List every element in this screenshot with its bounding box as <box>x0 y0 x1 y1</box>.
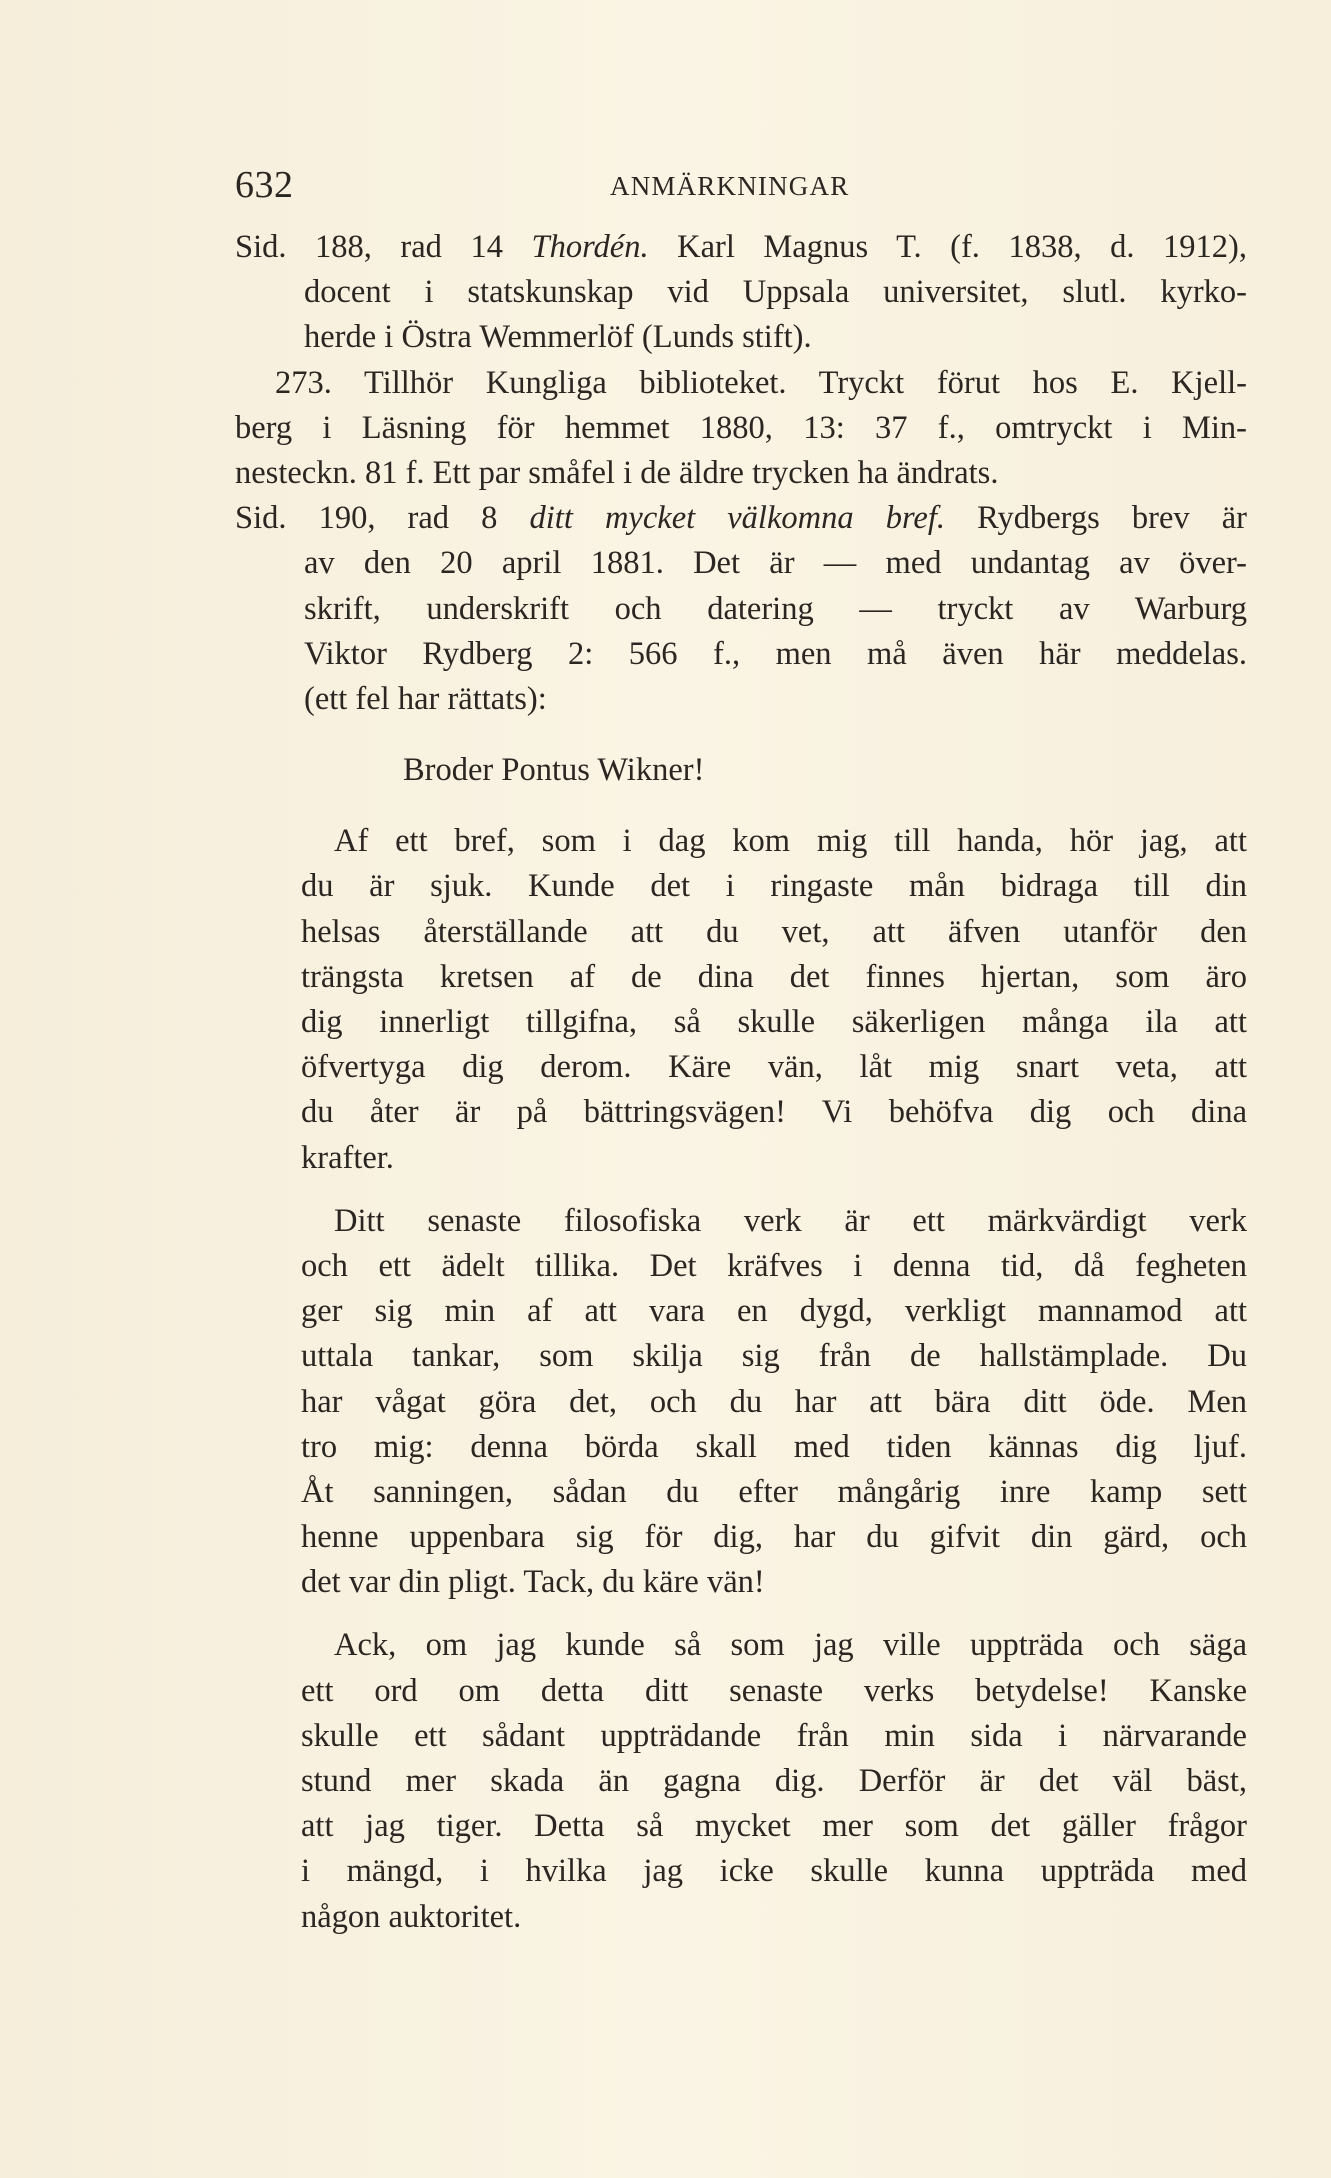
letter-line: Af ett bref, som i dag kom mig till handa, hör jag, att <box>334 823 1247 860</box>
note-line <box>235 496 1247 541</box>
letter-line: Ditt senaste filosofiska verk är ett märkvärdigt verk <box>334 1202 1247 1239</box>
spacer <box>235 1605 1247 1623</box>
page-header <box>235 163 1247 207</box>
letter-line: Ack, om jag kunde så som jag ville uppträda och säga <box>334 1627 1247 1664</box>
letter-greeting: Broder Pontus Wikner! <box>403 752 705 789</box>
spacer <box>235 1181 1247 1199</box>
letter-line: ger sig min af att vara en dygd, verkligt mannamod att <box>301 1293 1247 1330</box>
letter-line: stund mer skada än gagna dig. Derför är det väl bäst, <box>301 1763 1247 1799</box>
letter-line: att jag tiger. Detta så mycket mer som det gäller frågor <box>301 1808 1247 1845</box>
note-line: berg i Läsning för hemmet 1880, 13: 37 f., omtryckt i Min- <box>235 409 1247 446</box>
letter-line: du är sjuk. Kunde det i ringaste mån bidraga till din <box>301 868 1247 905</box>
note-line: docent i statskunskap vid Uppsala universitet, slutl. kyrko- <box>304 274 1247 311</box>
note-line <box>235 225 1247 270</box>
letter-line: skulle ett sådant uppträdande från min sida i närvarande <box>301 1717 1247 1754</box>
page-body <box>235 225 1247 1940</box>
letter-line: i mängd, i hvilka jag icke skulle kunna uppträda med <box>301 1853 1247 1890</box>
running-head: ANMÄRKNINGAR <box>610 171 850 201</box>
letter-line: dig innerligt tillgifna, så skulle säkerligen många ila att <box>301 1004 1247 1040</box>
note-line: Viktor Rydberg 2: 566 f., men må även här meddelas. <box>304 635 1247 672</box>
letter-line: krafter. <box>301 1139 394 1176</box>
note-lemma: ditt mycket välkomna bref. <box>529 500 945 537</box>
note-line: skrift, underskrift och datering — tryckt av Warburg <box>304 590 1247 627</box>
note-line: av den 20 april 1881. Det är — med undantag av över- <box>304 545 1247 582</box>
quoted-letter <box>235 748 1247 1940</box>
letter-line: uttala tankar, som skilja sig från de hallstämplade. Du <box>301 1338 1247 1375</box>
note-line: herde i Östra Wemmerlöf (Lunds stift). <box>304 319 812 356</box>
letter-paragraph-2 <box>235 1199 1247 1606</box>
spacer <box>235 793 1247 819</box>
note-lemma: Thordén. <box>531 229 649 265</box>
letter-line: öfvertyga dig derom. Käre vän, låt mig snart veta, att <box>301 1049 1247 1086</box>
letter-line: ett ord om detta ditt senaste verks betydelse! Kanske <box>301 1672 1247 1709</box>
note-line: nesteckn. 81 f. Ett par småfel i de äldre trycken ha ändrats. <box>235 454 999 491</box>
letter-line: det var din pligt. Tack, du käre vän! <box>301 1564 765 1601</box>
note-sid-190 <box>235 496 1247 722</box>
note-line: 273. Tillhör Kungliga biblioteket. Tryckt förut hos E. Kjell- <box>275 364 1247 401</box>
note-line: (ett fel har rättats): <box>304 680 547 717</box>
note-text: Sid. 188, rad 14 <box>235 229 532 265</box>
note-text: Sid. 190, rad 8 <box>235 500 530 537</box>
letter-line: du åter är på bättringsvägen! Vi behöfva dig och dina <box>301 1094 1247 1131</box>
note-273 <box>235 361 1247 497</box>
note-text: Karl Magnus T. (f. 1838, d. 1912), <box>648 229 1247 265</box>
letter-line: någon auktoritet. <box>301 1898 522 1935</box>
letter-line: helsas återställande att du vet, att äfven utanför den <box>301 913 1247 950</box>
letter-line: trängsta kretsen af de dina det finnes hjertan, som äro <box>301 958 1247 995</box>
note-sid-188 <box>235 225 1247 361</box>
letter-line: henne uppenbara sig för dig, har du gifvit din gärd, och <box>301 1519 1247 1556</box>
letter-paragraph-1 <box>235 819 1247 1181</box>
letter-line: Åt sanningen, sådan du efter mångårig inre kamp sett <box>301 1473 1247 1510</box>
page-number: 632 <box>235 164 294 206</box>
spacer <box>235 722 1247 748</box>
letter-line: har vågat göra det, och du har att bära ditt öde. Men <box>301 1383 1247 1420</box>
letter-line: tro mig: denna börda skall med tiden kännas dig ljuf. <box>301 1428 1247 1465</box>
letter-line: och ett ädelt tillika. Det kräfves i denna tid, då fegheten <box>301 1247 1247 1284</box>
note-text: Rydbergs brev är <box>945 500 1247 537</box>
letter-paragraph-3 <box>235 1623 1247 1939</box>
